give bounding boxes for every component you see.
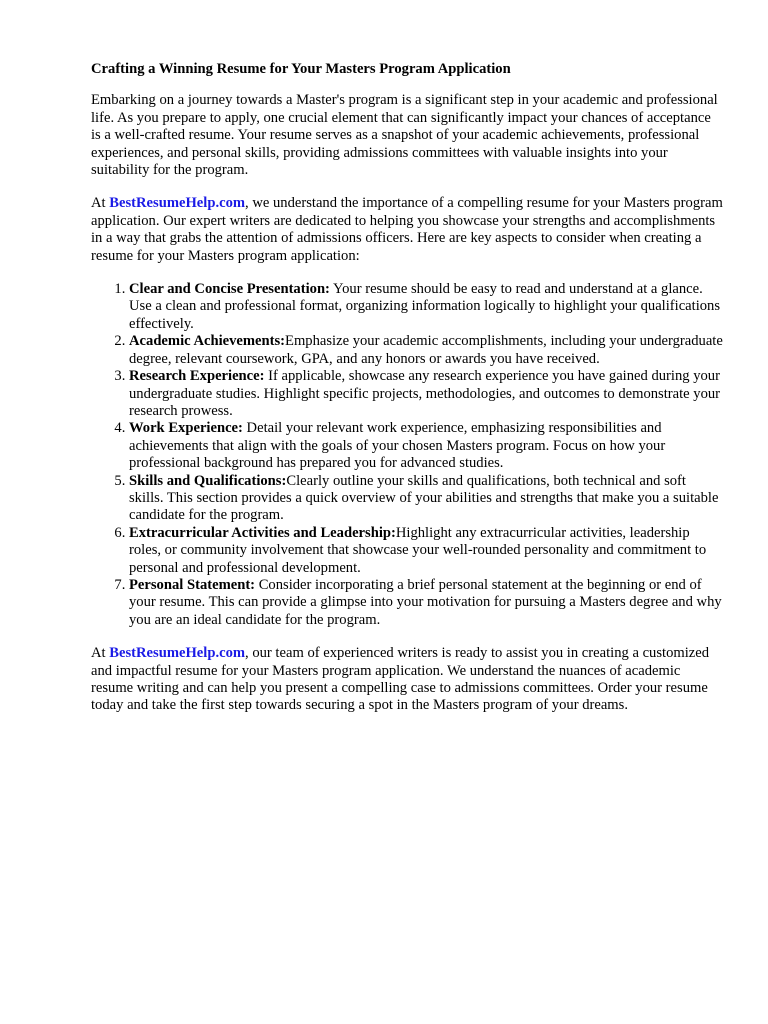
bestresumehelp-link[interactable]: BestResumeHelp.com bbox=[109, 195, 246, 212]
intro-paragraph: Embarking on a journey towards a Master's program is a significant step in your academic and professional life. As you prepare to apply, one crucial element that can significantly impact your chances of acceptance is a well-crafted resume. Your resume serves as a snapshot of your academic achievements, professional experiences, and personal skills, providing admissions committees with valuable insights into your suitability for the program. bbox=[91, 92, 718, 179]
list-item bbox=[129, 577, 723, 629]
list-item-text: Your resume should be easy to read and understand at a glance. Use a clean and professional format, organizing information logically to highlight your qualifications effectively. bbox=[129, 281, 721, 332]
page-title: Crafting a Winning Resume for Your Masters Program Application bbox=[91, 61, 511, 77]
list-item bbox=[129, 281, 723, 333]
list-item bbox=[129, 368, 723, 420]
list-item-text: Consider incorporating a brief personal statement at the beginning or end of your resume. This can provide a glimpse into your motivation for pursuing a Masters degree and why you are an ideal candidate for the program. bbox=[129, 576, 722, 628]
closing-text: , our team of experienced writers is ready to assist you in creating a customized and impactful resume for your Masters program application. We understand the nuances of academic resume writing and can help you present a compelling case to admissions committees. Order your resume today and take the first step towards securing a spot in the Masters program of your dreams. bbox=[91, 645, 710, 714]
list-item bbox=[129, 333, 723, 368]
list-item-text: Highlight any extracurricular activities, leadership roles, or community involvement that showcase your well-rounded personality and commitment to personal and professional development. bbox=[129, 524, 707, 576]
list-item-term: Research Experience: bbox=[129, 368, 265, 385]
key-aspects-list bbox=[91, 281, 723, 629]
list-item-text: Emphasize your academic accomplishments, including your undergraduate degree, relevant coursework, GPA, and any honors or awards you have received. bbox=[129, 333, 723, 367]
services-prefix: At bbox=[91, 195, 110, 212]
list-item-term: Clear and Concise Presentation: bbox=[129, 281, 330, 298]
closing-prefix: At bbox=[91, 645, 110, 662]
bestresumehelp-link[interactable]: BestResumeHelp.com bbox=[109, 645, 246, 662]
list-item-term: Personal Statement: bbox=[129, 576, 256, 593]
list-item bbox=[129, 420, 723, 472]
document-page bbox=[91, 61, 723, 731]
list-item-term: Extracurricular Activities and Leadership: bbox=[129, 524, 396, 541]
list-item-term: Academic Achievements: bbox=[129, 333, 286, 350]
list-item-text: Clearly outline your skills and qualifications, both technical and soft skills. This section provides a quick overview of your abilities and strengths that make you a suitable candidate for the program. bbox=[129, 472, 719, 524]
list-item-term: Work Experience: bbox=[129, 420, 243, 437]
services-text: , we understand the importance of a compelling resume for your Masters program application. Our expert writers are dedicated to helping you showcase your strengths and accomplishments in a way that grabs the attention of admissions officers. Here are key aspects to consider when creating a resume for your Masters program application: bbox=[91, 195, 723, 264]
list-item bbox=[129, 525, 723, 577]
services-paragraph bbox=[91, 195, 723, 265]
list-item bbox=[129, 473, 723, 525]
list-item-term: Skills and Qualifications: bbox=[129, 472, 287, 489]
list-item-text: If applicable, showcase any research experience you have gained during your undergraduate studies. Highlight specific projects, methodologies, and outcomes to demonstrate your research prowess. bbox=[129, 368, 721, 419]
list-item-text: Detail your relevant work experience, emphasizing responsibilities and achievements that align with the goals of your chosen Masters program. Focus on how your professional background has prepared you for advanced studies. bbox=[129, 420, 666, 472]
closing-paragraph bbox=[91, 645, 723, 715]
